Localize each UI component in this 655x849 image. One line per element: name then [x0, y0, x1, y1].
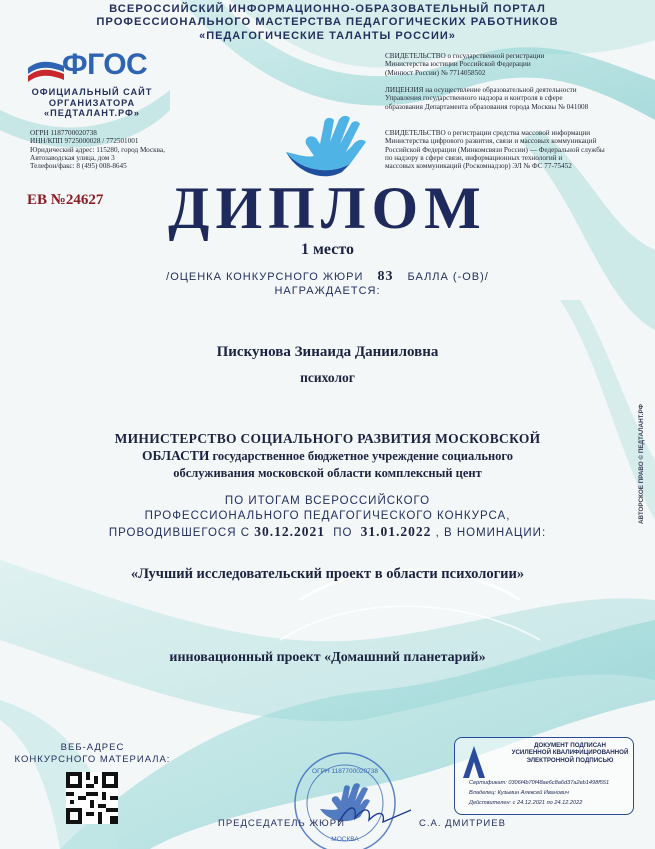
- fgos-logo: [26, 48, 176, 86]
- ecp-line2: УСИЛЕННОЙ КВАЛИФИЦИРОВАННОЙ: [511, 749, 629, 757]
- ecp-certificate: Сертификат: 0306f4b70f48ae6c8a6d37a2eb1498f551: [469, 780, 610, 786]
- contest-results: ПО ИТОГАМ ВСЕРОССИЙСКОГО ПРОФЕССИОНАЛЬНОГО ПЕДАГОГИЧЕСКОГО КОНКУРСА, ПРОВОДИВШЕГОСЯ С 30.12.2021 ПО 31.01.2022 , В НОМИНАЦИИ:: [108, 495, 547, 539]
- hand-emblem-icon: [280, 112, 372, 180]
- diploma-serial: ЕВ №24627: [27, 192, 104, 208]
- recipient-name: Пискунова Зинаида Данииловна: [216, 344, 439, 360]
- ecp-validity: Действителен: с 24.12.2021 по 24.12.2022: [469, 800, 583, 806]
- organizer-details: ОГРН 1187700020738 ИНН/КПП 9725000028 / 772501001 Юридический адрес: 115280, город Москва, Автозаводская улица, дом 3 Телефон/факс: 8 (495) 008-8645: [30, 129, 165, 171]
- ecp-owner: Владелец: Кузьмин Алексей Иванович: [469, 790, 569, 796]
- jury-chair-label: ПРЕДСЕДАТЕЛЬ ЖЮРИ: [218, 818, 345, 829]
- place-label: 1 место: [301, 241, 354, 258]
- awarded-label: НАГРАЖДАЕТСЯ:: [274, 285, 381, 297]
- media-cert: СВИДЕТЕЛЬСТВО о регистрации средства массовой информации Министерства цифрового развития, связи и массовых коммуникаций Российской Федерации (Минкомсвязи России) — Федеральной службы по надзору в сфере связи, информационных технологий и массовых коммуникаций (Роскомнадзор) ЭЛ № ФС 77-75452: [385, 129, 605, 171]
- portal-title-line2: ПРОФЕССИОНАЛЬНОГО МАСТЕРСТВА ПЕДАГОГИЧЕСКИХ РАБОТНИКОВ: [96, 16, 559, 28]
- diploma-title: ДИПЛОМ: [168, 175, 487, 241]
- stamp-ogrn: ОГРН 1187700020738: [312, 768, 378, 775]
- ecp-line3: ЭЛЕКТРОННОЙ ПОДПИСЬЮ: [526, 756, 614, 764]
- score-line: /ОЦЕНКА КОНКУРСНОГО ЖЮРИ 83 БАЛЛА (-ОВ)/: [166, 269, 489, 284]
- signature-icon: [335, 800, 415, 830]
- e-signature-box: [454, 737, 634, 815]
- date-to: 31.01.2022: [360, 524, 432, 539]
- date-from: 30.12.2021: [254, 524, 325, 539]
- license-cert: ЛИЦЕНЗИЯ на осуществление образовательной деятельности Управления государственного надзора и контроля в сфере образования Департамента образования города Москвы № 041008: [385, 86, 589, 111]
- registration-cert: СВИДЕТЕЛЬСТВО о государственной регистрации Министерства юстиции Российской Федерации (Минюст России) № 7714058502: [385, 52, 545, 77]
- portal-title-line1: ВСЕРОССИЙСКИЙ ИНФОРМАЦИОННО-ОБРАЗОВАТЕЛЬНЫЙ ПОРТАЛ: [109, 3, 546, 15]
- organization-stamp: [290, 745, 400, 849]
- fgos-logo-text: ФГОС: [62, 48, 148, 81]
- flag-icon: [26, 52, 66, 86]
- score-value: 83: [377, 269, 394, 284]
- jury-chair-name: С.А. ДМИТРИЕВ: [419, 818, 506, 829]
- qr-code[interactable]: [66, 772, 118, 824]
- nomination-title: «Лучший исследовательский проект в области психологии»: [130, 566, 525, 582]
- copyright-side-text: АВТОРСКОЕ ПРАВО © ПЕДТАЛАНТ.РФ: [638, 403, 645, 525]
- stamp-city: МОСКВА: [331, 836, 359, 843]
- portal-title-line3: «ПЕДАГОГИЧЕСКИЕ ТАЛАНТЫ РОССИИ»: [199, 30, 456, 42]
- recipient-position: психолог: [300, 370, 355, 385]
- web-address-label: ВЕБ-АДРЕС КОНКУРСНОГО МАТЕРИАЛА:: [14, 742, 171, 765]
- organization-block: МИНИСТЕРСТВО СОЦИАЛЬНОГО РАЗВИТИЯ МОСКОВСКОЙ ОБЛАСТИ государственное бюджетное учреждение социального обслуживания московской области комплексный цент: [114, 431, 541, 480]
- ecp-line1: ДОКУМЕНТ ПОДПИСАН: [534, 742, 606, 749]
- project-title: инновационный проект «Домашний планетарий»: [169, 650, 486, 665]
- organizer-site-label: ОФИЦИАЛЬНЫЙ САЙТ ОРГАНИЗАТОРА «ПЕДТАЛАНТ.РФ»: [31, 87, 153, 118]
